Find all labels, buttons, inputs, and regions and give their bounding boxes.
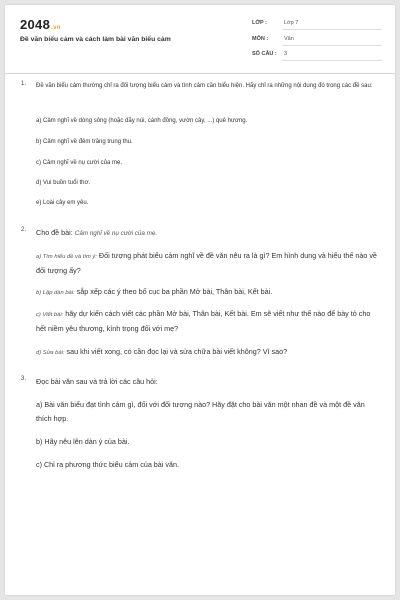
option-label: b) Lập dàn bài:: [36, 290, 75, 296]
question-stem-prefix: Cho đề bài:: [36, 228, 73, 237]
meta-grade: [252, 19, 382, 29]
logo-text: 2048: [20, 17, 51, 32]
question-option: [36, 249, 381, 278]
meta-grade-line: [282, 29, 382, 30]
meta-count-line: [282, 60, 382, 61]
worksheet-page: [5, 5, 395, 595]
option-text: sau khi viết xong, có cần đọc lại và sửa chữa bài viết không? Vì sao?: [66, 347, 288, 356]
worksheet-header: [5, 5, 395, 74]
option-label: c) Viết bài:: [36, 312, 64, 318]
meta-count-label: SỐ CÂU :: [252, 51, 277, 57]
question-option: c) Chỉ ra phương thức biểu cảm của bài văn.: [36, 460, 179, 469]
question-stem: Đề văn biểu cảm thường chỉ ra đối tượng biểu cảm và tình cảm cần biểu hiện. Hãy chỉ ra những nội dung đó trong các đề sau:: [36, 83, 373, 89]
question-option: e) Loài cây em yêu.: [36, 200, 89, 206]
question-option: [36, 307, 381, 336]
question-option: a) Cảm nghĩ về dòng sông (hoặc dãy núi, cánh đồng, vườn cây, ...) quê hương.: [36, 118, 248, 124]
question-option: [36, 285, 381, 300]
question-option: [36, 345, 381, 360]
site-logo[interactable]: [20, 17, 61, 32]
meta-count: [252, 50, 382, 60]
meta-subject-value: Văn: [284, 36, 294, 42]
question-number: 3.: [21, 376, 27, 382]
option-text: hãy dự kiến cách viết các phần Mở bài, Thân bài, Kết bài. Em sẽ viết như thế nào để bày tỏ cho hết niềm yêu thương, kính trọng đối với mẹ?: [36, 309, 371, 333]
meta-count-value: 3: [284, 51, 288, 57]
option-text: Đối tượng phát biểu cảm nghĩ về đề văn nêu ra là gì? Em hình dung và hiểu thế nào về đối tượng ấy?: [36, 251, 377, 275]
question-number: 1.: [21, 81, 27, 87]
question-option: c) Cảm nghĩ về nụ cười của mẹ.: [36, 160, 122, 166]
option-label: d) Sửa bài:: [36, 350, 65, 356]
meta-subject-label: MÔN :: [252, 36, 269, 42]
page-title: Đề văn biểu cảm và cách làm bài văn biểu cảm: [20, 36, 171, 43]
question-option: a) Bài văn biểu đạt tình cảm gì, đối với đối tượng nào? Hãy đặt cho bài văn một nhan đề và một đề văn thích hợp.: [36, 400, 365, 423]
option-label: a) Tìm hiểu đề và tìm ý:: [36, 254, 97, 260]
question-stem-topic: Cảm nghĩ về nụ cười của mẹ.: [74, 230, 158, 237]
meta-subject: [252, 35, 382, 45]
meta-subject-line: [282, 45, 382, 46]
question-stem: Đọc bài văn sau và trả lời các câu hỏi:: [36, 377, 158, 386]
meta-grade-label: LỚP :: [252, 20, 267, 26]
question-option: d) Vui buồn tuổi thơ.: [36, 180, 91, 186]
option-text: sắp xếp các ý theo bố cục ba phần Mở bài, Thân bài, Kết bài.: [76, 287, 273, 296]
question-option: b) Cảm nghĩ về đêm trăng trung thu.: [36, 139, 133, 145]
meta-grade-value: Lớp 7: [284, 20, 299, 26]
logo-suffix: .vn: [51, 25, 61, 31]
question-number: 2.: [21, 227, 27, 233]
question-option: b) Hãy nêu lên dàn ý của bài.: [36, 437, 130, 446]
question-stem: [36, 227, 381, 240]
